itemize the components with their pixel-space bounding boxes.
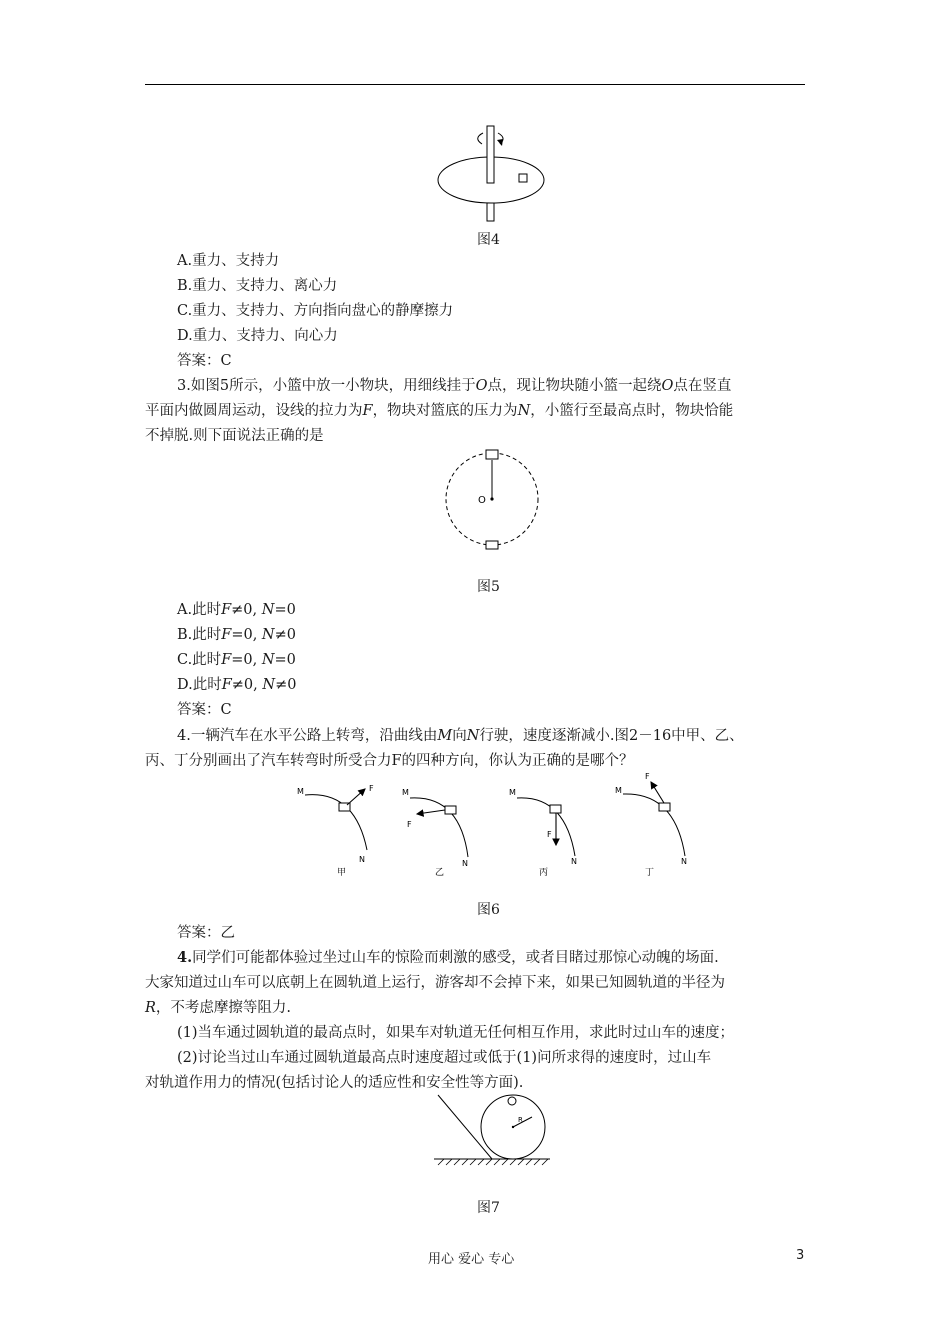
svg-text:F: F — [645, 772, 650, 781]
q5-line-3: R，不考虑摩擦等阻力. — [145, 1000, 292, 1016]
svg-text:M: M — [297, 787, 304, 796]
figure-5-caption: 图5 — [477, 579, 500, 595]
q3-option-a: A.此时F≠0, N=0 — [177, 602, 296, 618]
svg-text:乙: 乙 — [435, 868, 445, 878]
svg-text:甲: 甲 — [337, 868, 347, 878]
q4-number: 4. — [177, 728, 191, 744]
figure-6-panel-yi — [402, 788, 468, 878]
page-number: 3 — [796, 1248, 805, 1263]
svg-text:N: N — [359, 855, 365, 864]
figure-4-rotating-disk — [425, 118, 565, 226]
svg-text:N: N — [681, 857, 687, 866]
q5-sub-2b: 对轨道作用力的情况(包括讨论人的适应性和安全性等方面). — [145, 1075, 524, 1091]
q3-answer: 答案：C — [177, 702, 232, 718]
q3-number: 3. — [177, 378, 191, 394]
svg-text:F: F — [407, 820, 412, 829]
q4-line-1: 4.一辆汽车在水平公路上转弯，沿曲线由M向N行驶，速度逐渐减小.图2－16中甲、乙、 — [177, 728, 744, 744]
figure-6-caption: 图6 — [477, 902, 500, 918]
figure-4-caption: 图4 — [477, 232, 500, 248]
figure-6-panel-ding — [615, 772, 687, 878]
figure-7-caption: 图7 — [477, 1200, 500, 1216]
figure-5-vertical-circle — [440, 447, 548, 555]
footer-text: 用心 爱心 专心 — [428, 1252, 515, 1267]
svg-text:N: N — [462, 859, 468, 868]
q4-answer: 答案：乙 — [177, 925, 235, 941]
q2-option-a: A.重力、支持力 — [177, 253, 280, 269]
q4-line-2: 丙、丁分别画出了汽车转弯时所受合力F的四种方向，你认为正确的是哪个？ — [145, 753, 634, 769]
q3-line-2: 平面内做圆周运动，设线的拉力为F，物块对篮底的压力为N，小篮行至最高点时，物块恰能 — [145, 403, 734, 419]
figure-6-panel-bing — [509, 788, 577, 878]
q3-option-c: C.此时F=0, N=0 — [177, 652, 296, 668]
q5-sub-2a: (2)讨论当过山车通过圆轨道最高点时速度超过或低于(1)问所求得的速度时，过山车 — [177, 1050, 712, 1066]
svg-text:N: N — [571, 857, 577, 866]
q2-option-d: D.重力、支持力、向心力 — [177, 328, 338, 344]
q5-sub-1: (1)当车通过圆轨道的最高点时，如果车对轨道无任何相互作用，求此时过山车的速度； — [177, 1025, 735, 1041]
svg-text:F: F — [547, 830, 552, 839]
q3-option-b: B.此时F=0, N≠0 — [177, 627, 296, 643]
q2-option-c: C.重力、支持力、方向指向盘心的静摩擦力 — [177, 303, 454, 319]
svg-text:M: M — [509, 788, 516, 797]
q5-line-2: 大家知道过山车可以底朝上在圆轨道上运行，游客却不会掉下来，如果已知圆轨道的半径为 — [145, 975, 725, 991]
q3-option-d: D.此时F≠0, N≠0 — [177, 677, 297, 693]
q5-line-1: 4.同学们可能都体验过坐过山车的惊险而刺激的感受，或者目睹过那惊心动魄的场面. — [177, 949, 719, 966]
svg-text:M: M — [615, 786, 622, 795]
q3-line-3: 不掉脱.则下面说法正确的是 — [145, 428, 324, 444]
svg-text:M: M — [402, 788, 409, 797]
q2-answer: 答案：C — [177, 353, 232, 369]
figure-7-loop-track — [430, 1093, 555, 1171]
q3-line-1: 3.如图5所示，小篮中放一小物块，用细线挂于O点，现让物块随小篮一起绕O点在竖直 — [177, 378, 732, 394]
svg-text:F: F — [369, 784, 374, 793]
svg-text:丁: 丁 — [645, 868, 655, 878]
figure-6-panel-jia — [297, 784, 374, 878]
header-rule — [145, 84, 805, 85]
q5-number: 4. — [177, 949, 193, 966]
q2-option-b: B.重力、支持力、离心力 — [177, 278, 338, 294]
figure-6-force-directions — [285, 770, 705, 882]
figure-5-center-label: O — [478, 495, 486, 506]
svg-text:丙: 丙 — [539, 868, 549, 878]
figure-7-radius-label: R — [518, 1116, 523, 1124]
